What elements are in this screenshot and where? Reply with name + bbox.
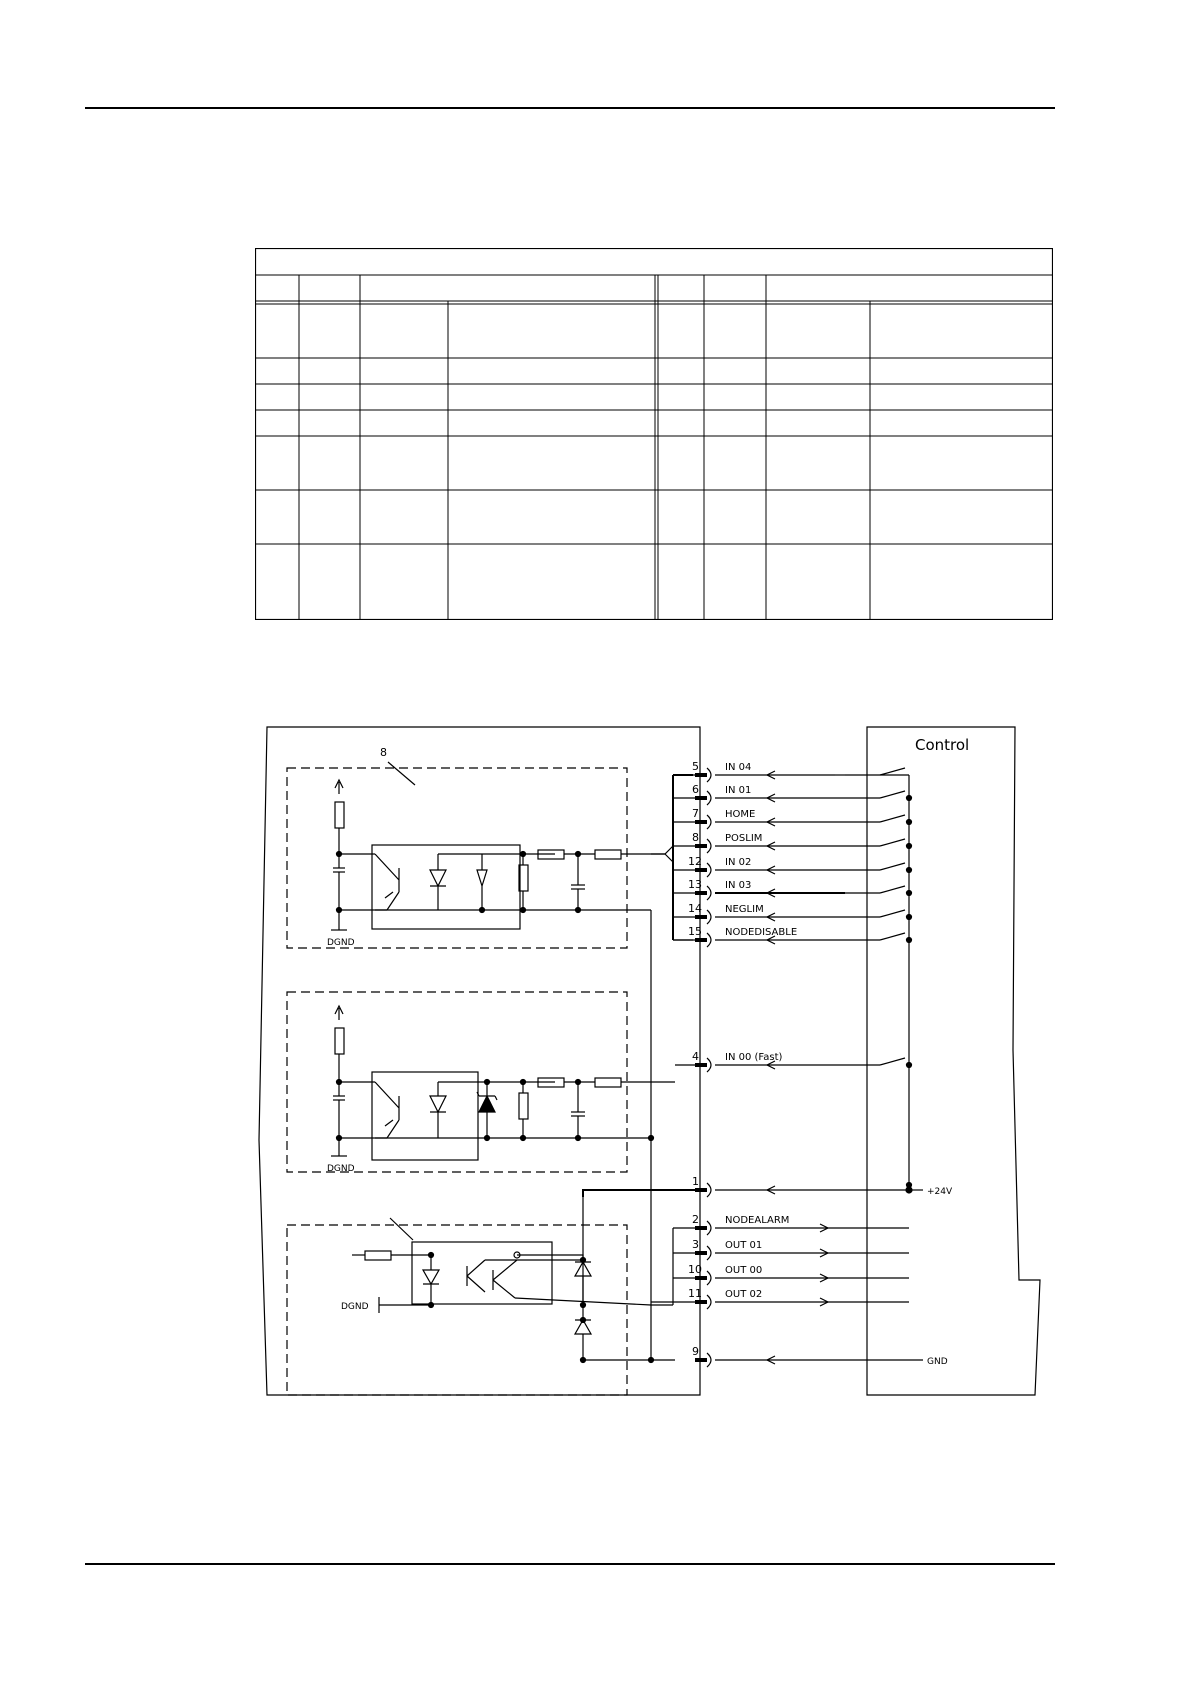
gnd-label: GND (927, 1357, 948, 1367)
supply-label: +24V (927, 1187, 953, 1197)
signal-label: POSLIM (725, 833, 763, 844)
signal-label: OUT 01 (725, 1240, 763, 1251)
pin-number: 6 (692, 783, 699, 796)
signal-label: IN 01 (725, 785, 752, 796)
output-pin-list (651, 1213, 909, 1309)
signal-label: OUT 00 (725, 1265, 763, 1276)
signal-label: OUT 02 (725, 1289, 763, 1300)
output-optocoupler-circuit (341, 1242, 651, 1313)
output-pin-10 (673, 1263, 909, 1285)
input-optocoupler-circuit (327, 780, 665, 948)
pin-number: 1 (692, 1175, 699, 1188)
output-pin-2 (673, 1213, 909, 1235)
input-pin-13 (673, 878, 845, 900)
pin-number: 13 (688, 878, 702, 891)
input-pin-7 (673, 807, 845, 829)
pin-number: 3 (692, 1238, 699, 1251)
signal-label: NODEALARM (725, 1215, 790, 1226)
input-pin-6 (673, 783, 845, 805)
pin-number: 2 (692, 1213, 699, 1226)
input-pin-list (673, 760, 845, 947)
pin-number: 4 (692, 1050, 699, 1063)
input-pin-14 (673, 902, 845, 924)
pin-number: 11 (688, 1287, 702, 1300)
output-circuit-box (287, 1225, 627, 1395)
input-pin-5 (673, 760, 845, 782)
footer-rule (85, 1563, 1055, 1565)
fast-input-optocoupler-circuit (327, 1006, 675, 1174)
ground-pin-9 (692, 1345, 948, 1367)
pin-number: 15 (688, 925, 702, 938)
signal-label: HOME (725, 809, 756, 820)
header-rule (85, 107, 1055, 109)
signal-label: NODEDISABLE (725, 927, 798, 938)
pin-number: 5 (692, 760, 699, 773)
signal-label: IN 00 (Fast) (725, 1052, 783, 1063)
dgnd-label: DGND (327, 938, 355, 948)
pin-number: 14 (688, 902, 702, 915)
pin-number: 10 (688, 1263, 702, 1276)
pin-number: 12 (688, 855, 702, 868)
pin-number: 9 (692, 1345, 699, 1358)
io-wiring-schematic (255, 720, 1055, 1400)
input-pin-12 (673, 855, 845, 877)
input-circuit-box (287, 768, 627, 948)
signal-label: NEGLIM (725, 904, 764, 915)
dgnd-label-2: DGND (327, 1164, 355, 1174)
empty-table (255, 248, 1053, 620)
dgnd-label-3: DGND (341, 1302, 369, 1312)
device-outline (259, 727, 700, 1395)
pin-number: 7 (692, 807, 699, 820)
signal-label: IN 02 (725, 857, 752, 868)
signal-label: IN 03 (725, 880, 752, 891)
signal-label: IN 04 (725, 762, 752, 773)
callout-label: 8 (380, 746, 387, 759)
output-pin-11 (651, 1287, 909, 1309)
input-pin-15 (673, 925, 845, 947)
control-label: Control (915, 736, 970, 754)
control-input-switches (845, 768, 912, 1188)
output-pin-3 (673, 1238, 909, 1260)
input-pin-8 (673, 831, 845, 853)
pin-number: 8 (692, 831, 699, 844)
